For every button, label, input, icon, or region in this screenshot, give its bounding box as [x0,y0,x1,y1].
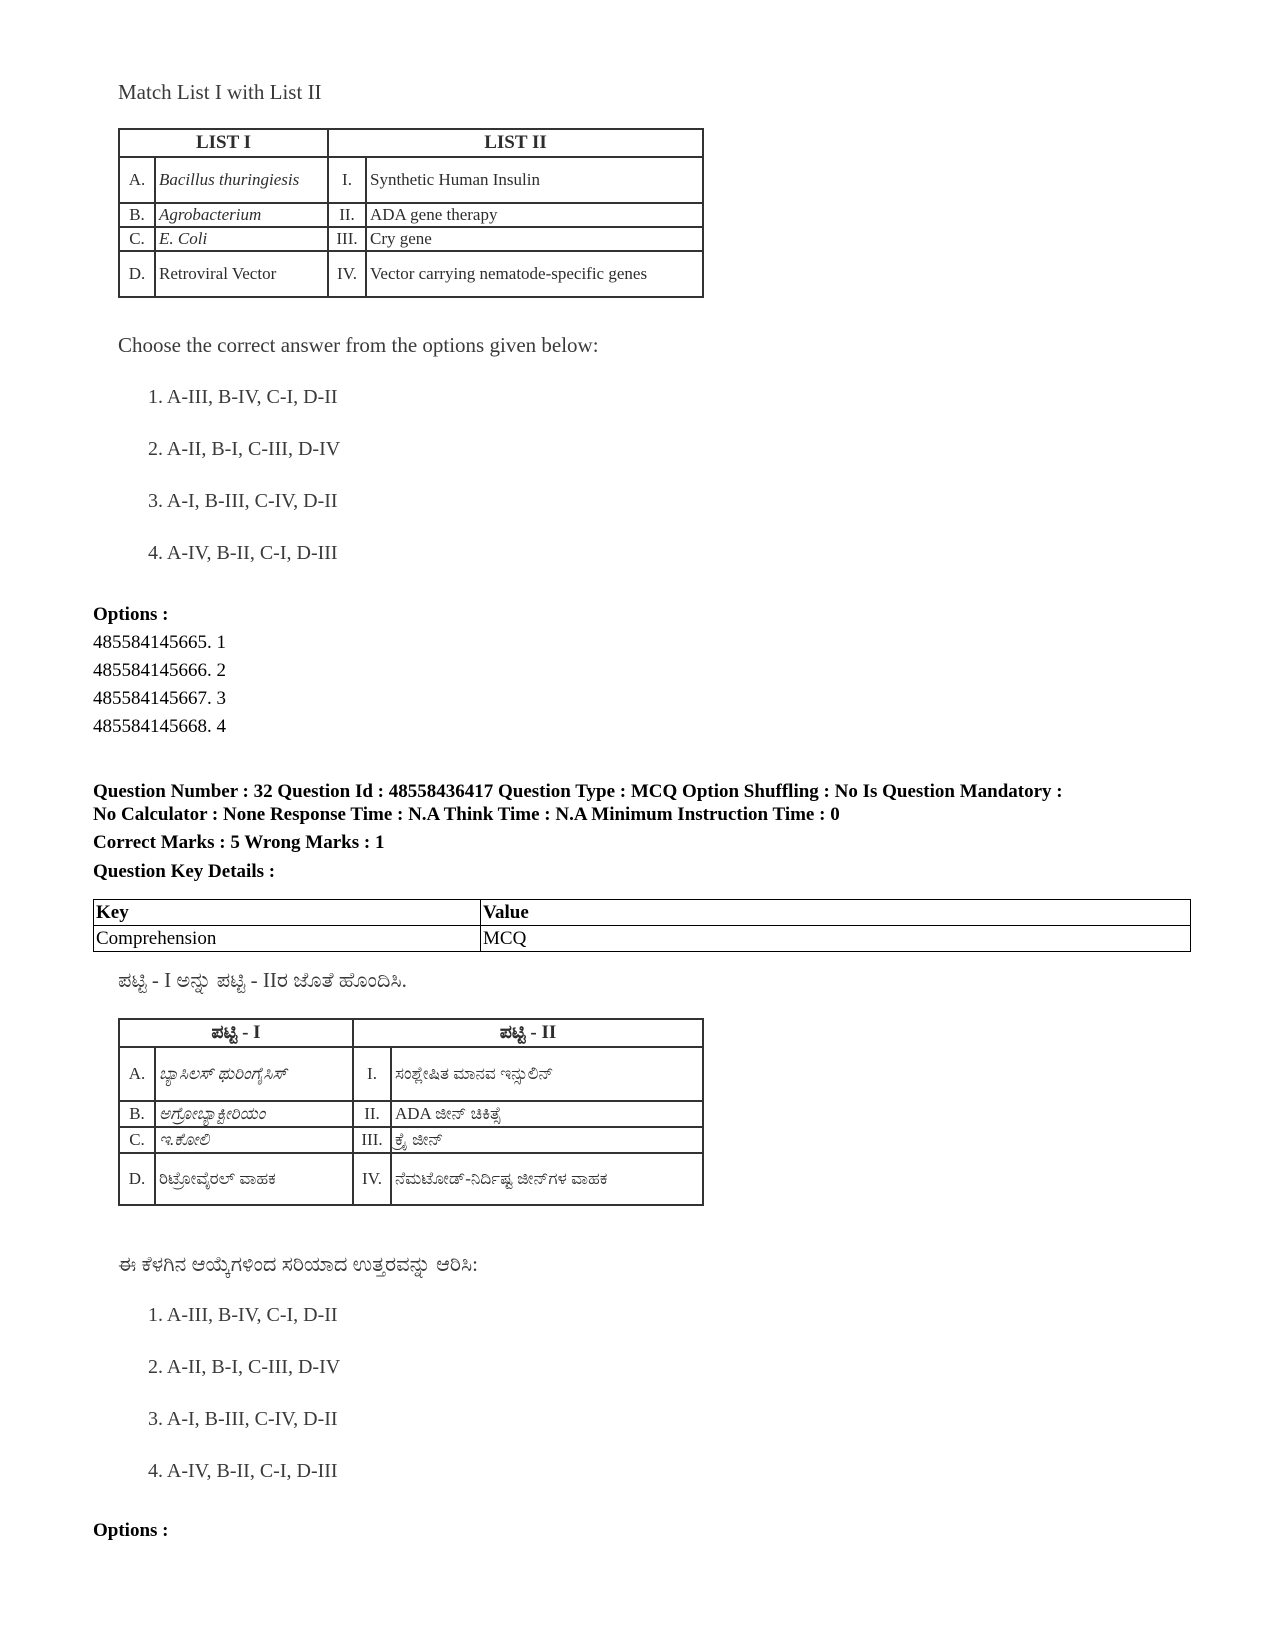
question-heading: ಪಟ್ಟಿ - I ಅನ್ನು ಪಟ್ಟಿ - IIರ ಜೊತೆ ಹೊಂದಿಸಿ. [118,968,407,992]
list-one-item: Agrobacterium [155,203,328,227]
answer-choice: 1. A-III, B-IV, C-I, D-II [148,386,338,408]
list-one-item: ಬ್ಯಾಸಿಲಸ್ ಥುರಿಂಗೈಸಿಸ್ [155,1047,353,1101]
table-row [119,157,703,203]
list-one-item: Retroviral Vector [155,251,328,297]
list-one-header: ಪಟ್ಟಿ - I [119,1019,353,1047]
table-row [119,1047,703,1101]
value-header: Value [481,900,1191,926]
table-row [119,1101,703,1127]
table-row [119,1153,703,1205]
row-label: D. [119,1153,155,1205]
list-two-item: Cry gene [366,227,703,251]
match-table-header [119,1019,703,1047]
key-header: Key [94,900,481,926]
list-two-item: ಕ್ರೈ ಜೀನ್ [391,1127,703,1153]
row-label: C. [119,1127,155,1153]
table-row [119,251,703,297]
option-item: 485584145665. 1 [93,632,226,653]
row-label: A. [119,157,155,203]
table-row [119,1127,703,1153]
row-roman: IV. [353,1153,391,1205]
options-label: Options : [93,1520,169,1541]
list-one-item: ರಿಟ್ರೋವೈರಲ್ ವಾಹಕ [155,1153,353,1205]
option-item: 485584145668. 4 [93,716,226,737]
match-table [118,128,704,298]
answer-choice: 2. A-II, B-I, C-III, D-IV [148,1356,341,1378]
list-one-item: Bacillus thuringiesis [155,157,328,203]
table-row [119,203,703,227]
row-roman: II. [328,203,366,227]
row-roman: III. [353,1127,391,1153]
answer-choice: 4. A-IV, B-II, C-I, D-III [148,542,338,564]
table-row [94,926,1191,952]
row-label: A. [119,1047,155,1101]
row-roman: II. [353,1101,391,1127]
key-cell: Comprehension [94,926,481,952]
list-one-item: E. Coli [155,227,328,251]
match-table [118,1018,704,1206]
list-two-item: ADA ಜೀನ್ ಚಿಕಿತ್ಸೆ [391,1101,703,1127]
answer-choice: 4. A-IV, B-II, C-I, D-III [148,1460,338,1482]
row-roman: I. [353,1047,391,1101]
row-label: B. [119,1101,155,1127]
list-one-item: ಅಗ್ರೋಬ್ಯಾಕ್ಟೀರಿಯಂ [155,1101,353,1127]
options-label: Options : [93,604,169,625]
row-roman: IV. [328,251,366,297]
choose-instruction: ಈ ಕೆಳಗಿನ ಆಯ್ಕೆಗಳಿಂದ ಸರಿಯಾದ ಉತ್ತರವನ್ನು ಆರಿಸಿ: [118,1252,478,1276]
answer-choice: 1. A-III, B-IV, C-I, D-II [148,1304,338,1326]
list-two-item: ಸಂಶ್ಲೇಷಿತ ಮಾನವ ಇನ್ಸುಲಿನ್ [391,1047,703,1101]
table-header-row [94,900,1191,926]
row-roman: I. [328,157,366,203]
option-item: 485584145667. 3 [93,688,226,709]
row-label: B. [119,203,155,227]
row-label: D. [119,251,155,297]
option-item: 485584145666. 2 [93,660,226,681]
key-details-label: Question Key Details : [93,861,276,882]
list-two-header: LIST II [328,129,703,157]
question-meta-line1: Question Number : 32 Question Id : 48558436417 Question Type : MCQ Option Shuffling : No Is Question Mandatory : [93,781,1063,802]
match-table-header [119,129,703,157]
answer-choice: 2. A-II, B-I, C-III, D-IV [148,438,341,460]
value-cell: MCQ [481,926,1191,952]
list-two-item: Synthetic Human Insulin [366,157,703,203]
answer-choice: 3. A-I, B-III, C-IV, D-II [148,1408,338,1430]
question-meta-line2: No Calculator : None Response Time : N.A Think Time : N.A Minimum Instruction Time : 0 [93,804,840,825]
table-row [119,227,703,251]
marks-line: Correct Marks : 5 Wrong Marks : 1 [93,832,385,853]
list-one-header: LIST I [119,129,328,157]
question-heading: Match List I with List II [118,80,322,104]
row-label: C. [119,227,155,251]
key-details-table [93,899,1191,952]
list-two-item: ADA gene therapy [366,203,703,227]
list-two-item: Vector carrying nematode-specific genes [366,251,703,297]
answer-choice: 3. A-I, B-III, C-IV, D-II [148,490,338,512]
list-two-item: ನೆಮಟೋಡ್-ನಿರ್ದಿಷ್ಟ ಜೀನ್‌ಗಳ ವಾಹಕ [391,1153,703,1205]
choose-instruction: Choose the correct answer from the options given below: [118,333,599,357]
row-roman: III. [328,227,366,251]
list-two-header: ಪಟ್ಟಿ - II [353,1019,703,1047]
list-one-item: ಇ.ಕೋಲಿ [155,1127,353,1153]
